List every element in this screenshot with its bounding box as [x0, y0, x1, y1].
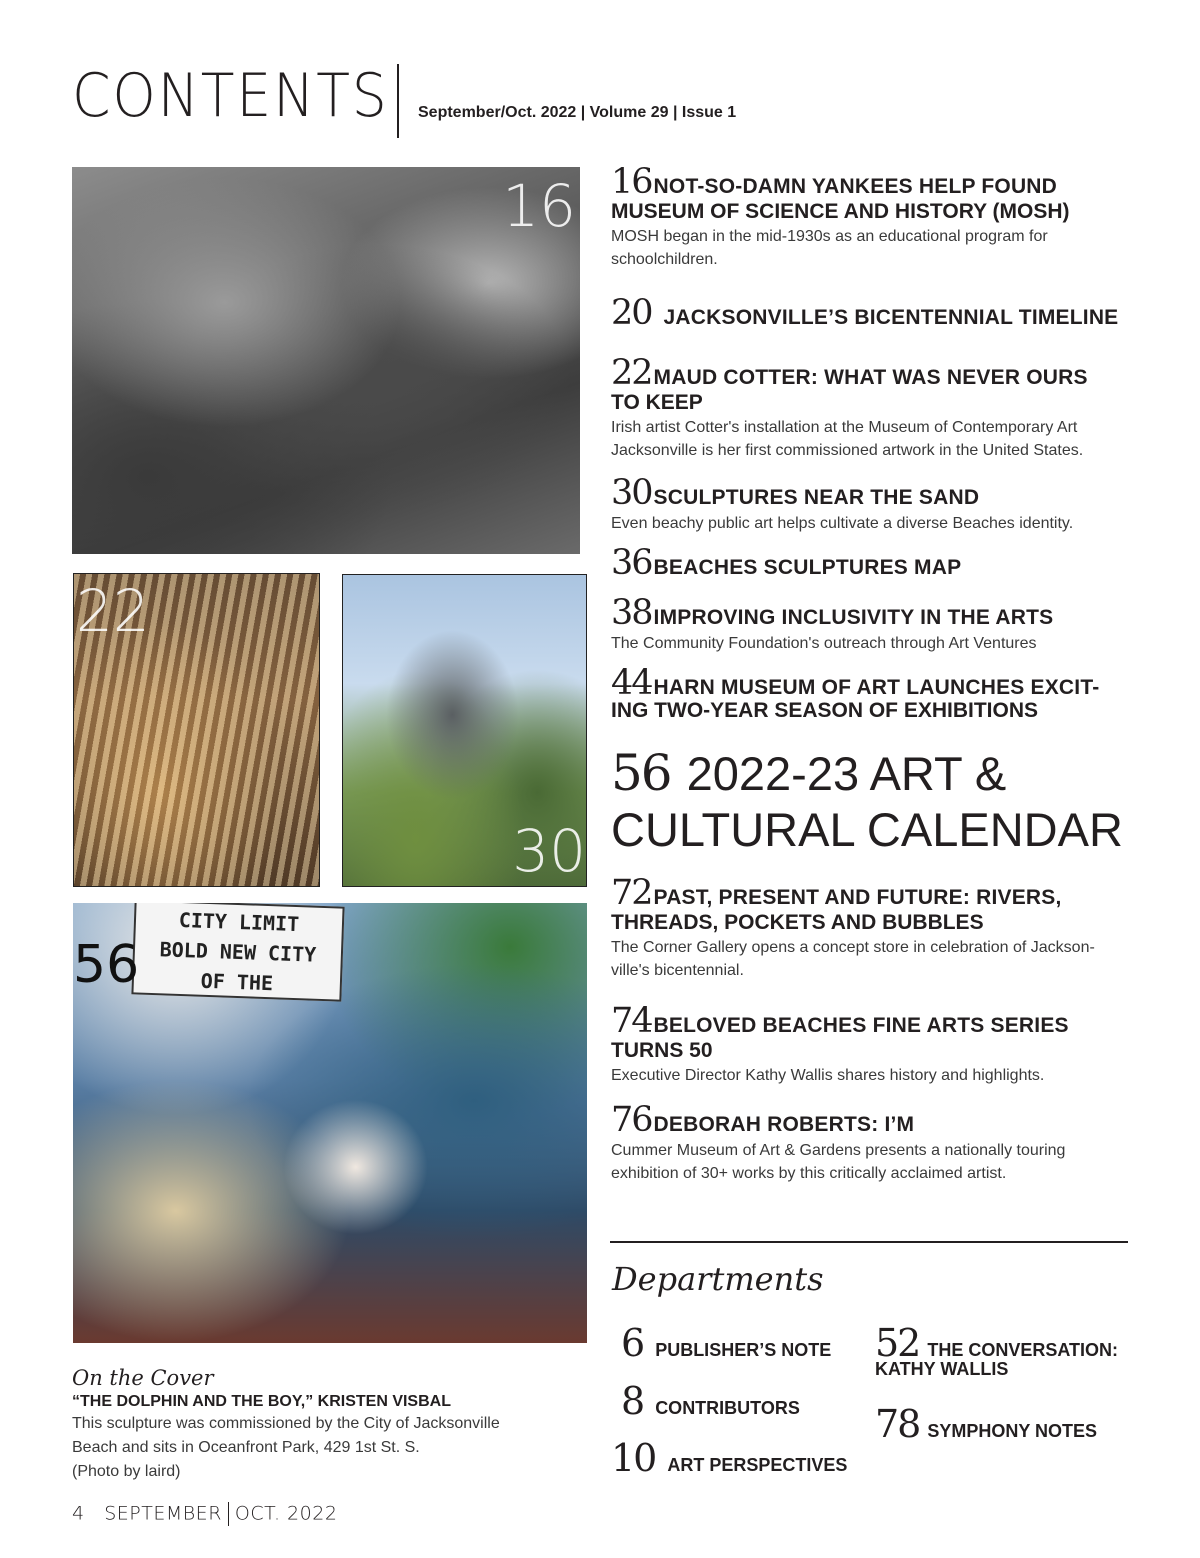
toc-description: Executive Director Kathy Wallis shares history and highlights.	[611, 1067, 1045, 1085]
department-page-number: 6	[621, 1321, 644, 1365]
toc-title: IMPROVING INCLUSIVITY IN THE ARTS	[653, 606, 1054, 629]
departments-heading: Departments	[612, 1260, 824, 1298]
toc-title-continued: MUSEUM OF SCIENCE AND HISTORY (MOSH)	[611, 200, 1070, 223]
toc-title: SCULPTURES NEAR THE SAND	[653, 486, 980, 509]
sign-line: OF THE	[200, 968, 274, 996]
page-title: CONTENTS	[72, 61, 389, 131]
department-label: SYMPHONY NOTES	[927, 1421, 1098, 1441]
toc-title: MAUD COTTER: WHAT WAS NEVER OURS	[653, 366, 1088, 389]
toc-entry[interactable]	[611, 473, 1131, 535]
toc-page-number: 22	[611, 353, 652, 393]
toc-entry[interactable]	[611, 1100, 1131, 1185]
toc-page-number: 72	[611, 873, 652, 913]
toc-title-continued: TO KEEP	[611, 391, 703, 414]
toc-page-number: 38	[611, 593, 652, 633]
toc-description: Cummer Museum of Art & Gardens presents a nationally touring exhibition of 30+ works by this critically acclaimed artist.	[611, 1142, 1066, 1182]
departments-divider	[610, 1241, 1128, 1243]
toc-page-number: 44	[611, 663, 652, 703]
cover-photo-credit: (Photo by laird)	[72, 1463, 181, 1481]
toc-title: JACKSONVILLE’S BICENTENNIAL TIMELINE	[663, 306, 1119, 329]
folio-divider	[228, 1502, 229, 1526]
toc-title: NOT-SO-DAMN YANKEES HELP FOUND	[653, 175, 1058, 198]
toc-entry[interactable]	[611, 293, 1131, 333]
toc-title: BEACHES SCULPTURES MAP	[653, 556, 962, 579]
photo-art-calendar-collage	[73, 903, 587, 1343]
toc-page-number: 30	[611, 473, 652, 513]
page-header	[72, 62, 872, 138]
department-page-number: 52	[875, 1321, 920, 1365]
toc-title: DEBORAH ROBERTS: I’M	[653, 1113, 915, 1136]
feature-title-continued: CULTURAL CALENDAR	[611, 803, 1123, 856]
photo-sea-turtle-sculpture	[342, 574, 587, 887]
cover-description-line: Beach and sits in Oceanfront Park, 429 1st St. S.	[72, 1439, 420, 1457]
department-page-number: 78	[875, 1402, 920, 1446]
toc-page-number: 56	[611, 744, 671, 802]
department-label: THE CONVERSATION:	[927, 1340, 1119, 1360]
folio-date: OCT. 2022	[234, 1502, 338, 1525]
photo-maud-cotter-installation	[73, 573, 320, 887]
toc-page-number: 76	[611, 1100, 652, 1140]
cover-heading: On the Cover	[72, 1366, 214, 1390]
toc-feature-entry[interactable]	[611, 744, 1171, 856]
toc-title: PAST, PRESENT AND FUTURE: RIVERS,	[653, 886, 1062, 909]
photo-page-number: 56	[73, 935, 140, 995]
toc-page-number: 16	[611, 162, 652, 202]
cover-caption	[72, 1367, 572, 1484]
photo-page-number: 30	[512, 817, 586, 885]
photo-page-number: 16	[502, 172, 576, 240]
toc-title-continued: THREADS, POCKETS AND BUBBLES	[611, 911, 984, 934]
cover-description	[72, 1412, 572, 1484]
department-label: ART PERSPECTIVES	[667, 1455, 848, 1475]
department-page-number: 8	[621, 1379, 644, 1423]
toc-title-continued: ING TWO-YEAR SEASON OF EXHIBITIONS	[611, 699, 1039, 722]
city-limit-sign	[131, 903, 344, 1002]
photo-mosh-children	[72, 167, 580, 554]
department-label: PUBLISHER’S NOTE	[655, 1340, 832, 1360]
department-item[interactable]	[621, 1379, 800, 1423]
department-item[interactable]	[611, 1436, 848, 1480]
department-label-continued: KATHY WALLIS	[875, 1359, 1009, 1380]
toc-description: MOSH began in the mid-1930s as an educational program for schoolchildren.	[611, 228, 1048, 269]
toc-description: Even beachy public art helps cultivate a diverse Beaches identity.	[611, 515, 1074, 532]
toc-entry[interactable]	[611, 873, 1131, 982]
toc-entry[interactable]	[611, 1001, 1131, 1087]
department-item[interactable]	[875, 1321, 1119, 1382]
toc-description: The Corner Gallery opens a concept store in celebration of Jackson-ville's bicentennial.	[611, 939, 1095, 980]
toc-page-number: 74	[611, 1001, 652, 1041]
toc-title: BELOVED BEACHES FINE ARTS SERIES	[653, 1014, 1069, 1037]
folio-page-number: 4	[72, 1502, 85, 1525]
sign-line: BOLD NEW CITY	[159, 937, 317, 967]
toc-description: Irish artist Cotter's installation at the Museum of Contemporary Art Jacksonville is her first commissioned artwork in the United States.	[611, 419, 1084, 460]
toc-entry[interactable]	[611, 593, 1131, 655]
toc-title-continued: TURNS 50	[611, 1039, 713, 1062]
header-divider	[397, 64, 399, 138]
department-page-number: 10	[611, 1436, 656, 1480]
cover-description-line: This sculpture was commissioned by the City of Jacksonville	[72, 1415, 500, 1433]
toc-entry[interactable]	[611, 663, 1131, 723]
toc-page-number: 20	[611, 293, 652, 333]
issue-info: September/Oct. 2022 | Volume 29 | Issue 1	[418, 104, 737, 121]
department-item[interactable]	[875, 1402, 1098, 1446]
toc-title: HARN MUSEUM OF ART LAUNCHES EXCIT-	[653, 676, 1100, 699]
cover-title: “THE DOLPHIN AND THE BOY,” KRISTEN VISBAL	[72, 1393, 451, 1411]
toc-description: The Community Foundation's outreach through Art Ventures	[611, 635, 1037, 652]
department-item[interactable]	[621, 1321, 832, 1365]
sign-line: CITY LIMIT	[178, 907, 300, 937]
toc-page-number: 36	[611, 543, 652, 583]
folio-month: SEPTEMBER	[104, 1502, 222, 1525]
feature-title: 2022-23 ART &	[686, 747, 1007, 800]
toc-entry[interactable]	[611, 162, 1131, 271]
photo-page-number: 22	[76, 577, 150, 645]
toc-entry[interactable]	[611, 353, 1131, 462]
page-folio	[72, 1502, 337, 1526]
department-label: CONTRIBUTORS	[655, 1398, 800, 1418]
toc-entry[interactable]	[611, 543, 1131, 583]
